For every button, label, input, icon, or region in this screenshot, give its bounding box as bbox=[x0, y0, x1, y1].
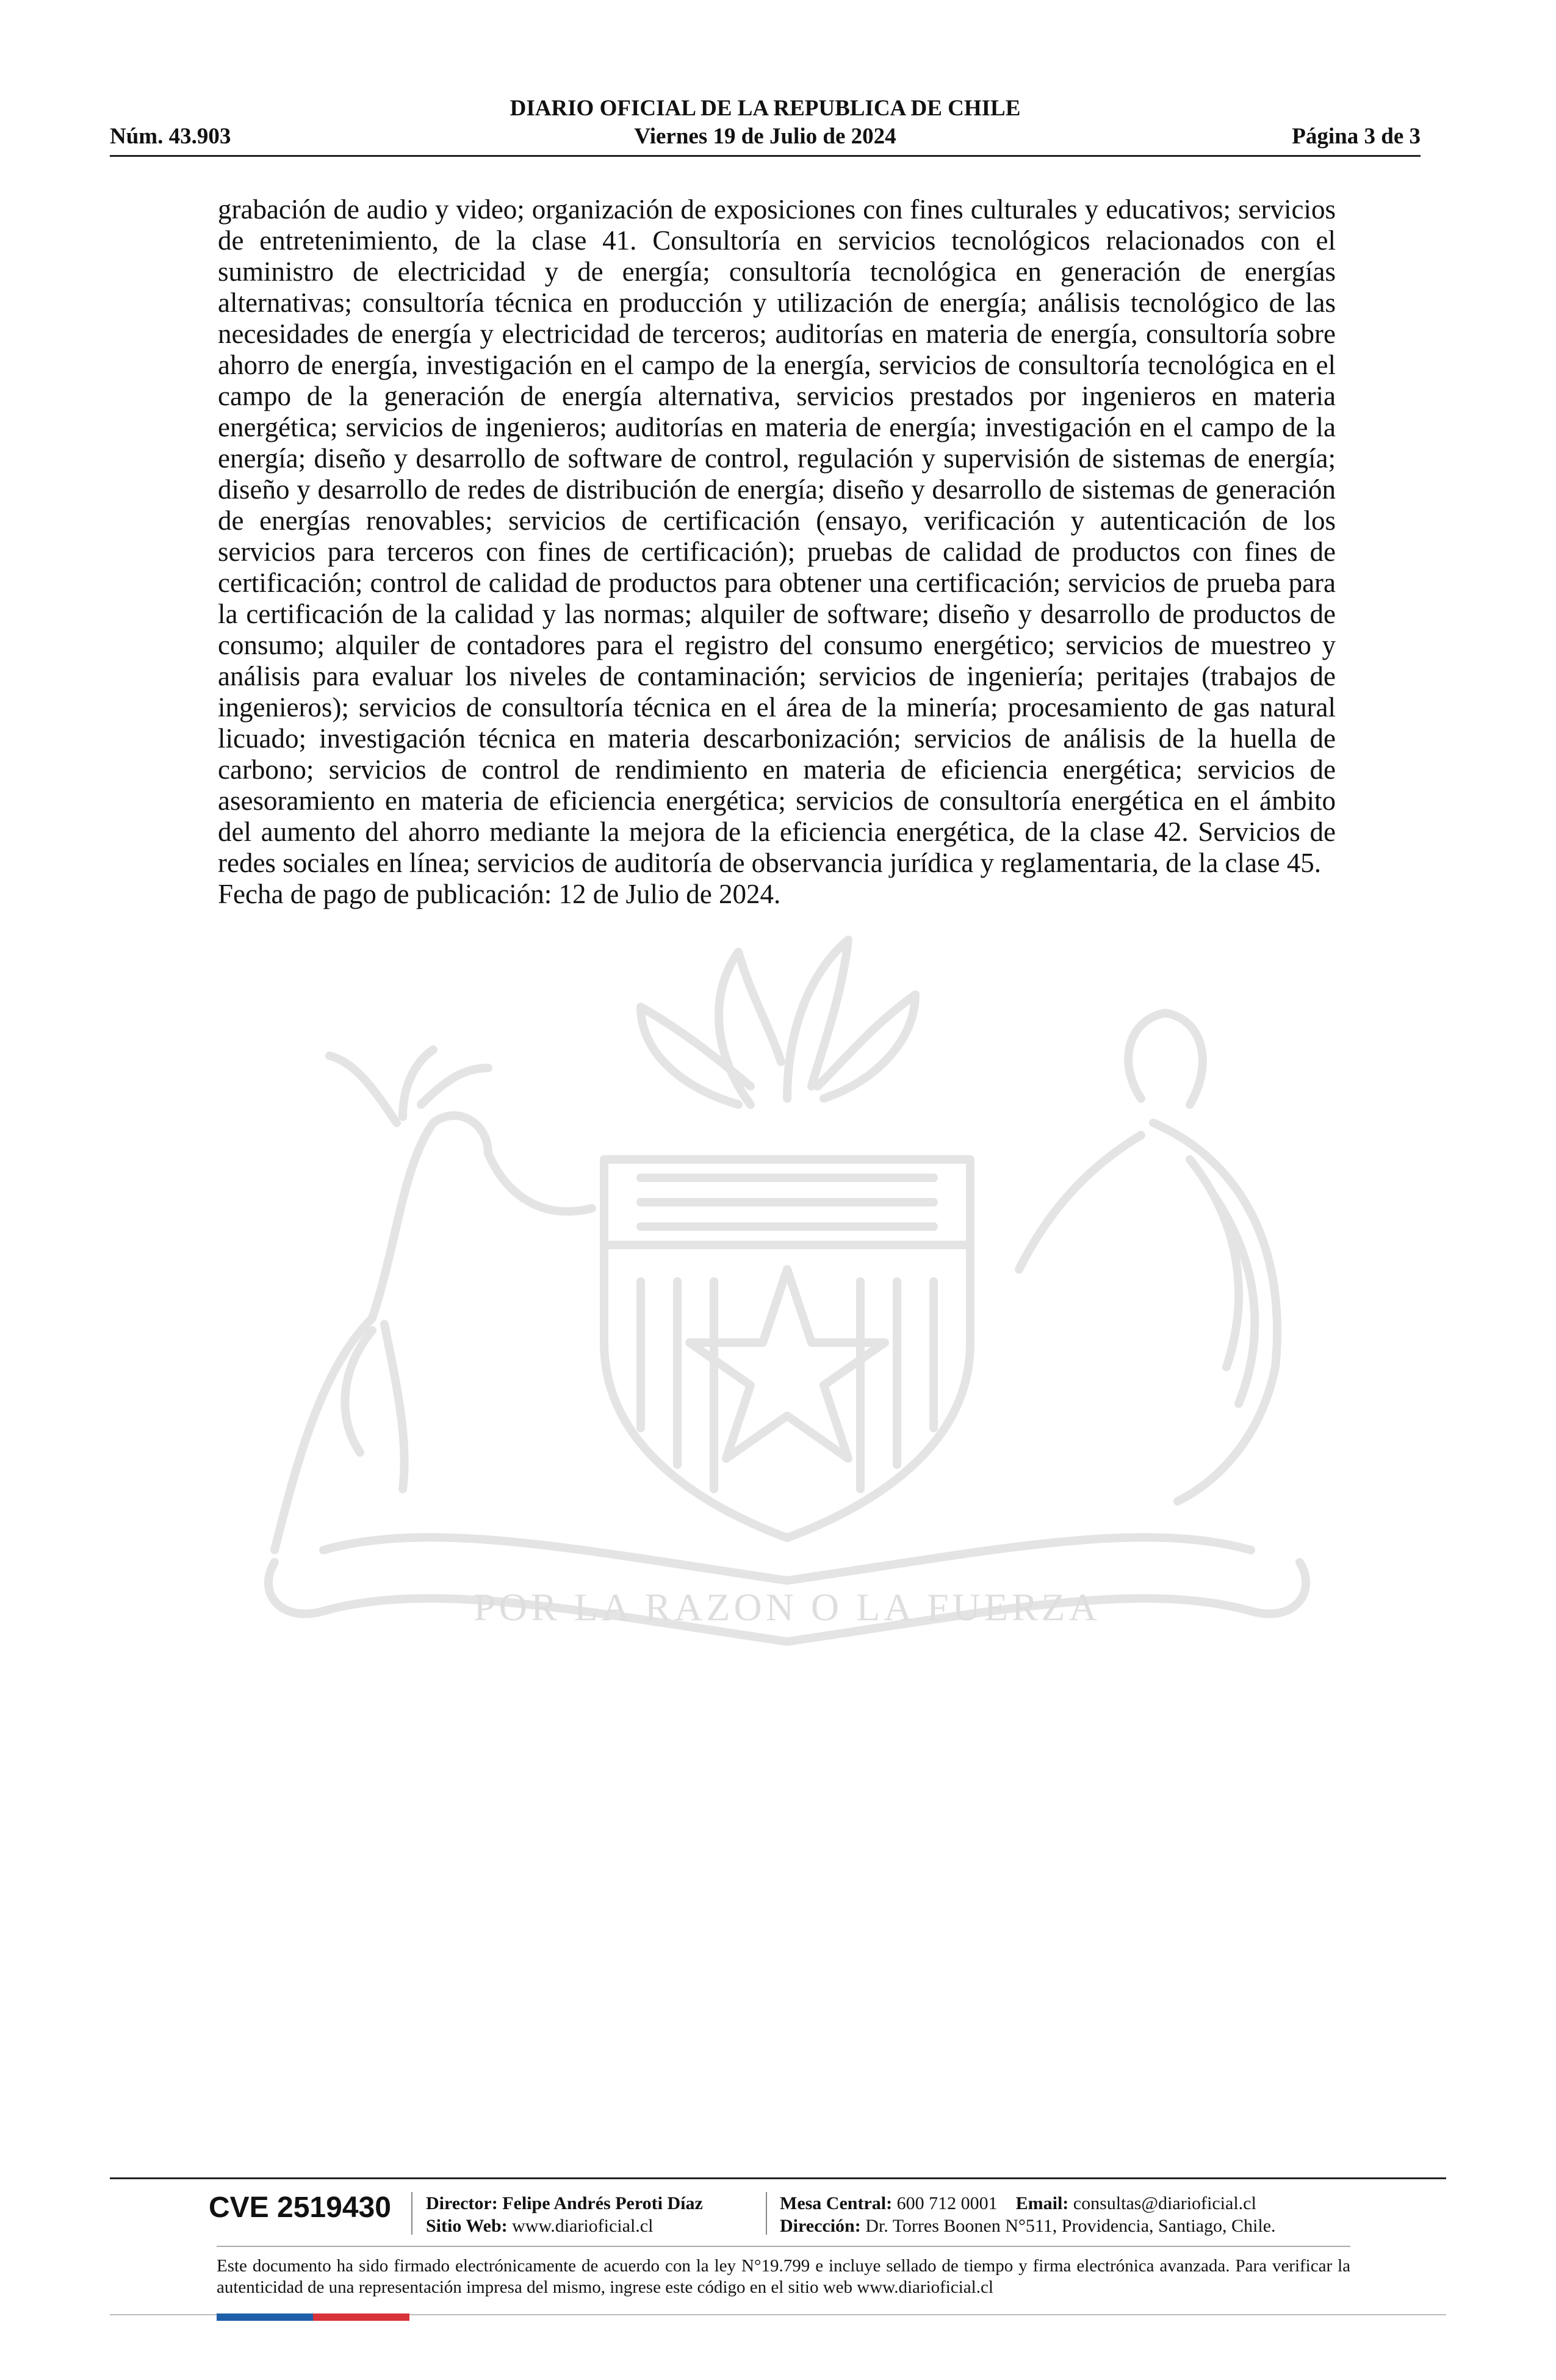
director-label: Director: bbox=[426, 2193, 498, 2213]
document-body bbox=[218, 194, 1336, 910]
footer-contact-left bbox=[426, 2192, 703, 2237]
email-link[interactable]: consultas@diarioficial.cl bbox=[1073, 2193, 1256, 2213]
publication-title: DIARIO OFICIAL DE LA REPUBLICA DE CHILE bbox=[510, 96, 1021, 121]
director-name: Felipe Andrés Peroti Díaz bbox=[502, 2193, 703, 2213]
flag-color-bar bbox=[217, 2313, 409, 2321]
address-line bbox=[780, 2215, 1276, 2237]
website-label: Sitio Web: bbox=[426, 2216, 508, 2236]
footer-divider bbox=[110, 2177, 1446, 2179]
footer-separator bbox=[411, 2192, 412, 2235]
payment-date: Fecha de pago de publicación: 12 de Julio de 2024. bbox=[218, 879, 781, 909]
email-label: Email: bbox=[1015, 2193, 1069, 2213]
motto-text: POR LA RAZON O LA FUERZA bbox=[474, 1585, 1101, 1629]
phone-number: 600 712 0001 bbox=[896, 2193, 998, 2213]
website-link[interactable]: www.diarioficial.cl bbox=[512, 2216, 654, 2236]
body-paragraph: grabación de audio y video; organización de exposiciones con fines culturales y educativos; servicios de entretenimiento, de la clase 41. Consultoría en servicios tecnológicos relacionados con el suministro de electricidad y de energía; consultoría tecnológica en generación de energías alternativas; consultoría técnica en producción y utilización de energía; análisis tecnológico de las necesidades de energía y electricidad de terceros; auditorías en materia de energía, consultoría sobre ahorro de energía, investigación en el campo de la energía, servicios de consultoría tecnológica en el campo de la generación de energía alternativa, servicios prestados por ingenieros en materia energética; servicios de ingenieros; auditorías en materia de energía; investigación en el campo de la energía; diseño y desarrollo de software de control, regulación y supervisión de sistemas de energía; diseño y desarrollo de redes de distribución de energía; diseño y desarrollo de sistemas de generación de energías renovables; servicios de certificación (ensayo, verificación y autenticación de los servicios para terceros con fines de certificación); pruebas de calidad de productos con fines de certificación; control de calidad de productos para obtener una certificación; servicios de prueba para la certificación de la calidad y las normas; alquiler de software; diseño y desarrollo de productos de consumo; alquiler de contadores para el registro del consumo energético; servicios de muestreo y análisis para evaluar los niveles de contaminación; servicios de ingeniería; peritajes (trabajos de ingenieros); servicios de consultoría técnica en el área de la minería; procesamiento de gas natural licuado; investigación técnica en materia descarbonización; servicios de análisis de la huella de carbono; servicios de control de rendimiento en materia de eficiencia energética; servicios de asesoramiento en materia de eficiencia energética; servicios de consultoría energética en el ámbito del aumento del ahorro mediante la mejora de la eficiencia energética, de la clase 42. Servicios de redes sociales en línea; servicios de auditoría de observancia jurídica y reglamentaria, de la clase 45. bbox=[218, 194, 1336, 878]
page-header bbox=[110, 92, 1421, 159]
director-line bbox=[426, 2192, 703, 2215]
footer-separator bbox=[766, 2192, 767, 2235]
page-indicator: Página 3 de 3 bbox=[1292, 124, 1421, 149]
issue-date: Viernes 19 de Julio de 2024 bbox=[634, 124, 896, 149]
cve-code: CVE 2519430 bbox=[209, 2191, 391, 2224]
website-line bbox=[426, 2215, 703, 2237]
flag-red-segment bbox=[313, 2313, 409, 2321]
phone-label: Mesa Central: bbox=[780, 2193, 893, 2213]
phone-email-line bbox=[780, 2192, 1276, 2215]
issue-number: Núm. 43.903 bbox=[110, 124, 231, 149]
address-label: Dirección: bbox=[780, 2216, 861, 2236]
address-text: Dr. Torres Boonen N°511, Providencia, Santiago, Chile. bbox=[865, 2216, 1276, 2236]
coat-of-arms-watermark bbox=[201, 903, 1361, 1684]
footer-inner-divider bbox=[217, 2246, 1350, 2247]
flag-blue-segment bbox=[217, 2313, 313, 2321]
legal-notice: Este documento ha sido firmado electrónicamente de acuerdo con la ley N°19.799 e incluye sellado de tiempo y firma electrónica avanzada. Para verificar la autenticidad de una representación impresa del mismo, ingrese este código en el sitio web www.diarioficial.cl bbox=[217, 2256, 1350, 2297]
page-footer bbox=[110, 2177, 1446, 2336]
header-divider bbox=[110, 155, 1421, 157]
footer-contact-right bbox=[780, 2192, 1276, 2237]
